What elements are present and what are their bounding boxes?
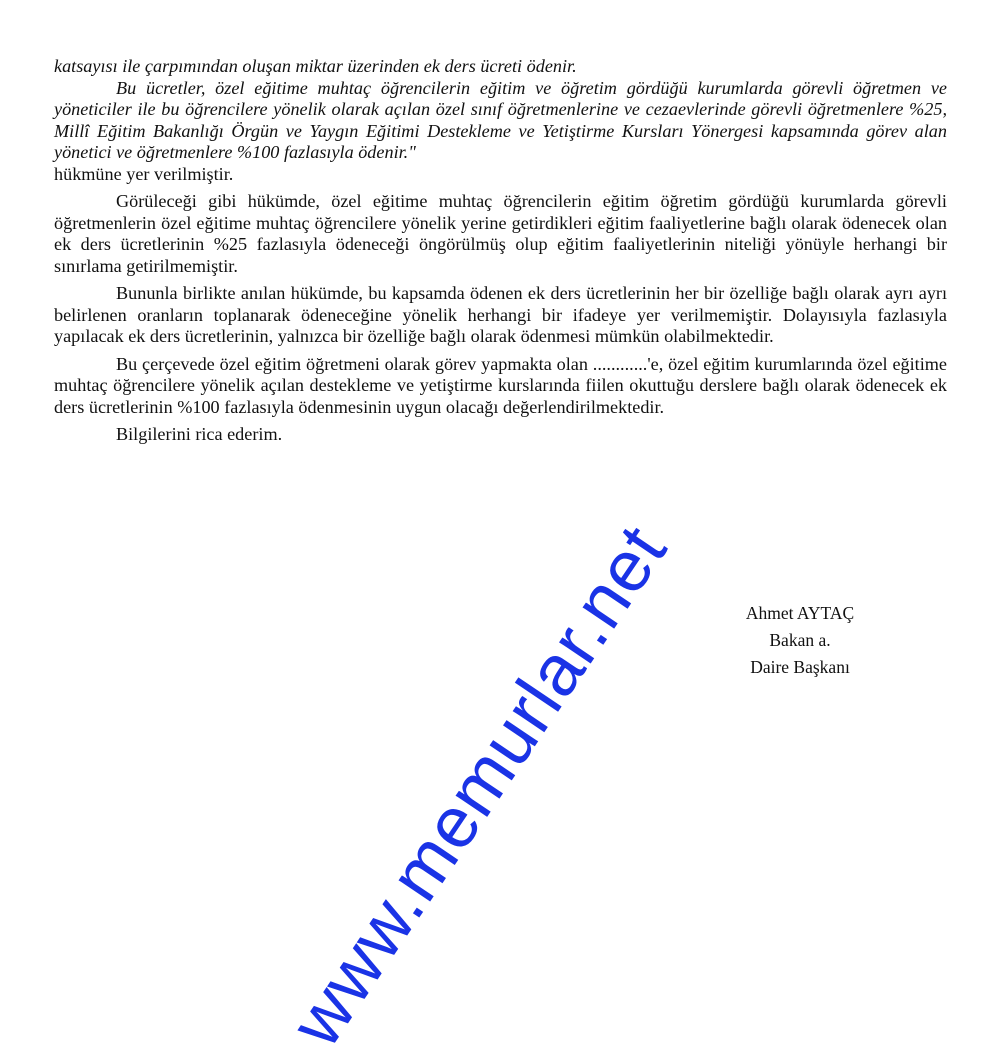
signatory-title: Bakan a.: [769, 630, 831, 650]
paragraph-quoted-provision: Bu ücretler, özel eğitime muhtaç öğrencilerin eğitim ve öğretim gördüğü kurumlarda görevli öğretmen ve yöneticiler ile bu öğrencilere yönelik olarak açılan özel sınıf öğretmenlerine ve cezaevlerinde görevli öğretmenlere %25, Millî Eğitim Bakanlığı Örgün ve Yaygın Eğitimi Destekleme ve Yetiştirme Kursları Yönergesi kapsamında görev alan yönetici ve öğretmenlere %100 fazlasıyla ödenir.": [54, 77, 947, 162]
document-body: [54, 56, 947, 446]
paragraph-provision-tail: hükmüne yer verilmiştir.: [54, 163, 234, 184]
watermark-text: www.memurlar.net: [275, 511, 683, 1061]
paragraph-closing: Bilgilerini rica ederim.: [116, 424, 283, 444]
signatory-name: Ahmet AYTAÇ: [745, 603, 855, 623]
paragraph-conclusion: Bu çerçevede özel eğitim öğretmeni olarak görev yapmakta olan ............'e, özel eğitim kurumlarında özel eğitime muhtaç öğrencilere yönelik açılan destekleme ve yetiştirme kurslarında fiilen okuttuğu derslere bağlı olarak ödenecek ek ders ücretlerinin %100 fazlasıyla ödenmesinin uygun olacağı değerlendirilmektedir.: [54, 353, 947, 417]
signatory-department: Daire Başkanı: [750, 657, 850, 677]
paragraph-continuation: katsayısı ile çarpımından oluşan miktar üzerinden ek ders ücreti ödenir.: [54, 56, 577, 76]
paragraph-limitation: Bununla birlikte anılan hükümde, bu kapsamda ödenen ek ders ücretlerinin her bir özelliğe bağlı olarak ayrı ayrı belirlenen oranların toplanarak ödeneceğine yönelik herhangi bir ifadeye yer verilmemiştir. Dolayısıyla fazlasıyla yapılacak ek ders ücretlerinin, yalnızca bir özelliğe bağlı olarak ödenmesi mümkün olabilmektedir.: [54, 283, 947, 346]
paragraph-assessment: Görüleceği gibi hükümde, özel eğitime muhtaç öğrencilerin eğitim öğretim gördüğü kurumlarda görevli öğretmenlerin özel eğitime muhtaç öğrencilere yönelik yerine getirdikleri eğitim faaliyetlerine bağlı olarak ödenecek olan ek ders ücretlerinin %25 fazlasıyla ödeneceği öngörülmüş olup eğitim faaliyetlerinin niteliği yönüyle herhangi bir sınırlama getirilmemiştir.: [54, 191, 947, 276]
signature-block: [700, 600, 900, 681]
